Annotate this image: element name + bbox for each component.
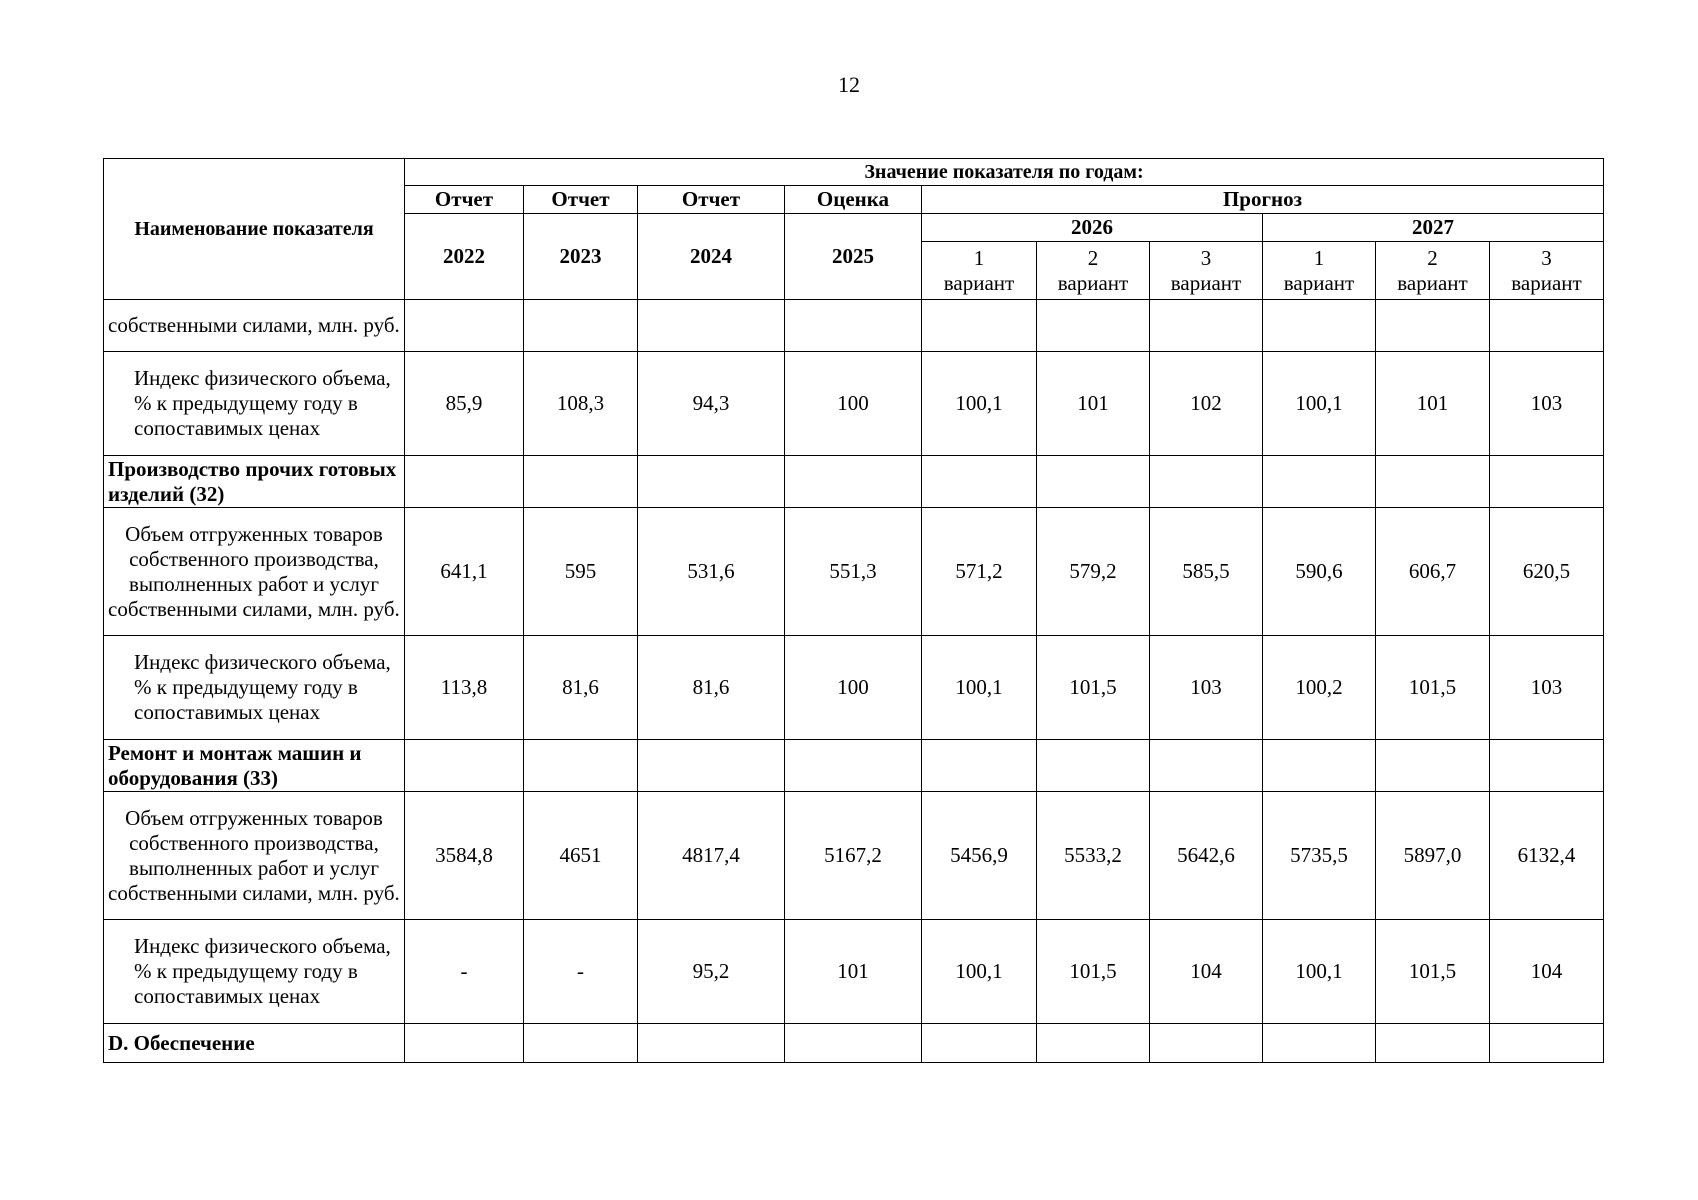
- value-cell: [638, 300, 785, 352]
- value-cell: -: [405, 920, 524, 1024]
- indicator-name: Индекс физического объема, % к предыдущему году в сопоставимых ценах: [104, 352, 405, 456]
- indicator-name-header: Наименование показателя: [104, 159, 405, 300]
- value-cell: 100: [785, 636, 922, 740]
- value-cell: 108,3: [524, 352, 638, 456]
- value-cell: 102: [1150, 352, 1263, 456]
- variant-label: вариант: [1283, 270, 1355, 295]
- values-by-year-header: Значение показателя по годам:: [405, 159, 1604, 186]
- table-row: [104, 300, 1604, 352]
- forecast-year-header: 2027: [1263, 214, 1604, 242]
- year-header: 2024: [638, 214, 785, 300]
- value-cell: 103: [1490, 352, 1604, 456]
- status-header: Отчет: [405, 186, 524, 214]
- indicator-name: Объем отгруженных товаров собственного производства, выполненных работ и услуг собственными силами, млн. руб.: [104, 792, 405, 920]
- table-row: [104, 1024, 1604, 1063]
- table-row: [104, 920, 1604, 1024]
- variant-label: вариант: [943, 270, 1015, 295]
- value-cell: 5533,2: [1037, 792, 1150, 920]
- indicator-name: Индекс физического объема, % к предыдущему году в сопоставимых ценах: [104, 920, 405, 1024]
- value-cell: [1376, 740, 1490, 792]
- value-cell: 85,9: [405, 352, 524, 456]
- value-cell: [785, 740, 922, 792]
- value-cell: [1037, 456, 1150, 508]
- value-cell: 103: [1490, 636, 1604, 740]
- forecast-year-header: 2026: [922, 214, 1263, 242]
- value-cell: [638, 740, 785, 792]
- variant-number: 2: [1087, 245, 1099, 270]
- value-cell: 100,1: [922, 352, 1037, 456]
- value-cell: 100,1: [922, 920, 1037, 1024]
- value-cell: 606,7: [1376, 508, 1490, 636]
- indicator-name: Объем отгруженных товаров собственного производства, выполненных работ и услуг собственными силами, млн. руб.: [104, 508, 405, 636]
- status-header: Отчет: [638, 186, 785, 214]
- value-cell: 104: [1490, 920, 1604, 1024]
- value-cell: 100: [785, 352, 922, 456]
- value-cell: [1037, 300, 1150, 352]
- value-cell: [785, 300, 922, 352]
- value-cell: 590,6: [1263, 508, 1376, 636]
- section-title: D. Обеспечение: [104, 1024, 405, 1063]
- value-cell: [638, 456, 785, 508]
- value-cell: [785, 1024, 922, 1063]
- forecast-header: Прогноз: [922, 186, 1604, 214]
- variant-label: вариант: [1397, 270, 1468, 295]
- value-cell: 551,3: [785, 508, 922, 636]
- value-cell: 595: [524, 508, 638, 636]
- variant-label: вариант: [1170, 270, 1242, 295]
- value-cell: 101: [785, 920, 922, 1024]
- value-cell: [405, 1024, 524, 1063]
- value-cell: [524, 740, 638, 792]
- page-number: 12: [838, 72, 860, 97]
- value-cell: [638, 1024, 785, 1063]
- value-cell: 5642,6: [1150, 792, 1263, 920]
- status-header: Отчет: [524, 186, 638, 214]
- year-header: 2025: [785, 214, 922, 300]
- value-cell: 620,5: [1490, 508, 1604, 636]
- variant-number: 2: [1427, 245, 1438, 270]
- indicators-table: [103, 158, 1604, 1063]
- value-cell: [1376, 456, 1490, 508]
- variant-header: [1263, 242, 1376, 300]
- table-row: [104, 352, 1604, 456]
- value-cell: 101,5: [1376, 636, 1490, 740]
- table-row: [104, 636, 1604, 740]
- variant-number: 1: [1313, 245, 1325, 270]
- value-cell: [405, 456, 524, 508]
- value-cell: 579,2: [1037, 508, 1150, 636]
- value-cell: [1150, 300, 1263, 352]
- variant-header: [1037, 242, 1150, 300]
- value-cell: [1037, 740, 1150, 792]
- table-row: [104, 508, 1604, 636]
- variant-header: [922, 242, 1037, 300]
- value-cell: [1150, 1024, 1263, 1063]
- value-cell: [1037, 1024, 1150, 1063]
- value-cell: 585,5: [1150, 508, 1263, 636]
- value-cell: [524, 456, 638, 508]
- value-cell: [1263, 740, 1376, 792]
- value-cell: [1150, 456, 1263, 508]
- value-cell: 101: [1037, 352, 1150, 456]
- variant-number: 1: [973, 245, 985, 270]
- value-cell: 3584,8: [405, 792, 524, 920]
- value-cell: 571,2: [922, 508, 1037, 636]
- variant-label: вариант: [1057, 270, 1129, 295]
- table-row: [104, 792, 1604, 920]
- variant-label: вариант: [1511, 270, 1582, 295]
- variant-number: 3: [1541, 245, 1552, 270]
- status-header: Оценка: [785, 186, 922, 214]
- value-cell: [405, 300, 524, 352]
- value-cell: [524, 300, 638, 352]
- section-title: Производство прочих готовых изделий (32): [104, 456, 405, 508]
- value-cell: 5897,0: [1376, 792, 1490, 920]
- value-cell: [1376, 1024, 1490, 1063]
- indicator-name: Индекс физического объема, % к предыдущему году в сопоставимых ценах: [104, 636, 405, 740]
- value-cell: 101,5: [1037, 636, 1150, 740]
- value-cell: [405, 740, 524, 792]
- value-cell: [922, 1024, 1037, 1063]
- year-header: 2023: [524, 214, 638, 300]
- value-cell: 101,5: [1376, 920, 1490, 1024]
- value-cell: [922, 456, 1037, 508]
- value-cell: 113,8: [405, 636, 524, 740]
- value-cell: 6132,4: [1490, 792, 1604, 920]
- value-cell: 101: [1376, 352, 1490, 456]
- variant-header: [1150, 242, 1263, 300]
- table-row: [104, 456, 1604, 508]
- value-cell: 100,1: [1263, 352, 1376, 456]
- table-row: [104, 740, 1604, 792]
- section-title: Ремонт и монтаж машин и оборудования (33): [104, 740, 405, 792]
- value-cell: [785, 456, 922, 508]
- value-cell: [524, 1024, 638, 1063]
- variant-number: 3: [1200, 245, 1212, 270]
- variant-header: [1376, 242, 1490, 300]
- value-cell: [1490, 1024, 1604, 1063]
- value-cell: 641,1: [405, 508, 524, 636]
- value-cell: 531,6: [638, 508, 785, 636]
- value-cell: 81,6: [638, 636, 785, 740]
- value-cell: 100,2: [1263, 636, 1376, 740]
- value-cell: 100,1: [1263, 920, 1376, 1024]
- value-cell: 100,1: [922, 636, 1037, 740]
- value-cell: 101,5: [1037, 920, 1150, 1024]
- variant-header: [1490, 242, 1604, 300]
- value-cell: [1263, 1024, 1376, 1063]
- indicator-name: собственными силами, млн. руб.: [104, 300, 405, 352]
- value-cell: 104: [1150, 920, 1263, 1024]
- value-cell: [1490, 740, 1604, 792]
- value-cell: [922, 740, 1037, 792]
- value-cell: 103: [1150, 636, 1263, 740]
- value-cell: 95,2: [638, 920, 785, 1024]
- value-cell: -: [524, 920, 638, 1024]
- year-header: 2022: [405, 214, 524, 300]
- value-cell: 94,3: [638, 352, 785, 456]
- value-cell: [1263, 456, 1376, 508]
- value-cell: [1490, 300, 1604, 352]
- value-cell: 81,6: [524, 636, 638, 740]
- value-cell: [1490, 456, 1604, 508]
- value-cell: [922, 300, 1037, 352]
- value-cell: 5167,2: [785, 792, 922, 920]
- value-cell: 4817,4: [638, 792, 785, 920]
- value-cell: 5735,5: [1263, 792, 1376, 920]
- value-cell: 4651: [524, 792, 638, 920]
- value-cell: [1150, 740, 1263, 792]
- value-cell: [1263, 300, 1376, 352]
- value-cell: 5456,9: [922, 792, 1037, 920]
- value-cell: [1376, 300, 1490, 352]
